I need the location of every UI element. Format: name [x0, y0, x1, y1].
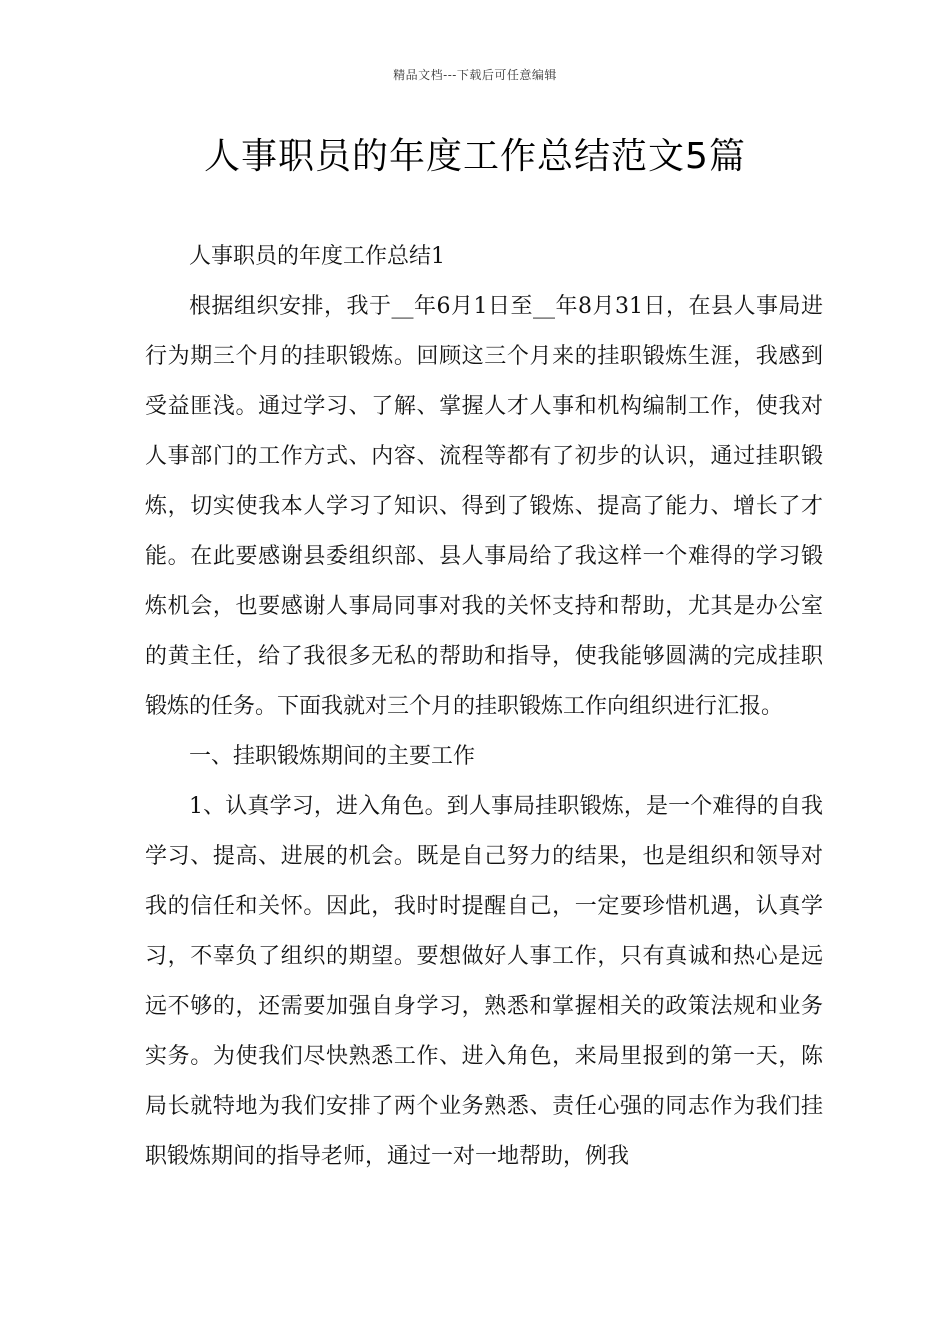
document-body	[145, 232, 823, 1182]
header-note: 精品文档---下载后可任意编辑	[393, 68, 557, 82]
section-heading: 人事职员的年度工作总结1	[189, 244, 445, 269]
body-paragraph: 1、认真学习，进入角色。到人事局挂职锻炼，是一个难得的自我学习、提高、进展的机会。既是自己努力的结果，也是组织和领导对我的信任和关怀。因此，我时时提醒自己，一定要珍惜机遇，认真学习，不辜负了组织的期望。要想做好人事工作，只有真诚和热心是远远不够的，还需要加强自身学习，熟悉和掌握相关的政策法规和业务实务。为使我们尽快熟悉工作、进入角色，来局里报到的第一天，陈局长就特地为我们安排了两个业务熟悉、责任心强的同志作为我们挂职锻炼期间的指导老师，通过一对一地帮助，例我	[145, 794, 823, 1169]
document-title: 人事职员的年度工作总结范文5篇	[204, 136, 746, 177]
section-heading: 一、挂职锻炼期间的主要工作	[189, 744, 476, 769]
body-paragraph: 根据组织安排，我于__年6月1日至__年8月31日，在县人事局进行为期三个月的挂职锻炼。回顾这三个月来的挂职锻炼生涯，我感到受益匪浅。通过学习、了解、掌握人才人事和机构编制工作，使我对人事部门的工作方式、内容、流程等都有了初步的认识，通过挂职锻炼，切实使我本人学习了知识、得到了锻炼、提高了能力、增长了才能。在此要感谢县委组织部、县人事局给了我这样一个难得的学习锻炼机会，也要感谢人事局同事对我的关怀支持和帮助，尤其是办公室的黄主任，给了我很多无私的帮助和指导，使我能够圆满的完成挂职锻炼的任务。下面我就对三个月的挂职锻炼工作向组织进行汇报。	[145, 294, 823, 719]
